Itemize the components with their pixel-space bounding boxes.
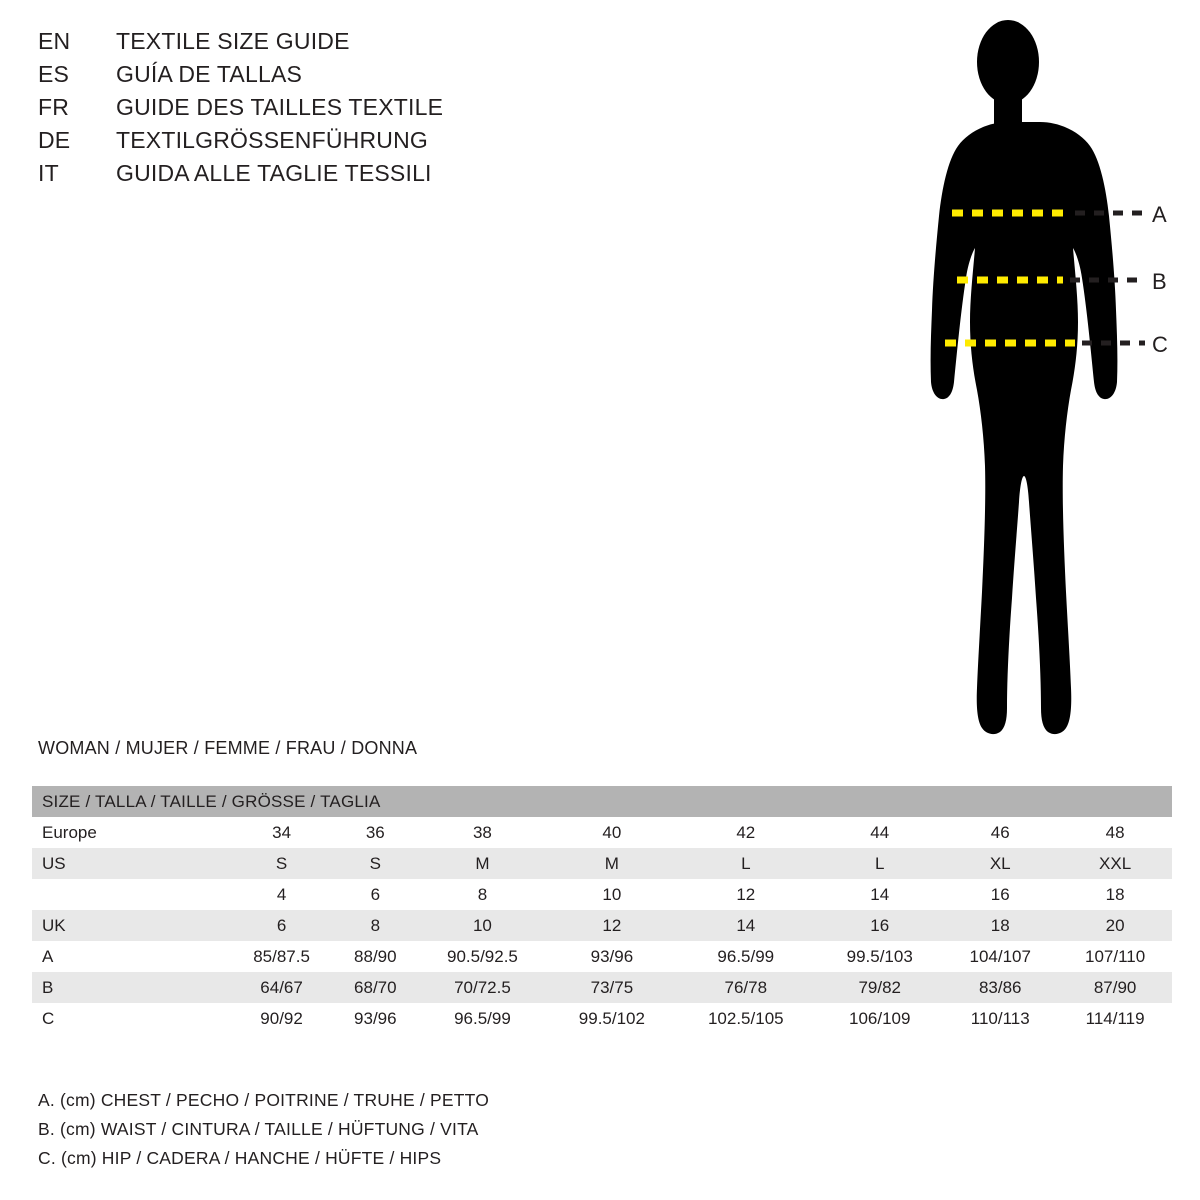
table-cell: 93/96 [335, 1003, 415, 1034]
table-cell: M [415, 848, 549, 879]
table-cell: 44 [817, 817, 942, 848]
language-code-it: IT [38, 160, 59, 186]
table-cell: S [228, 848, 335, 879]
footnotes [38, 1090, 489, 1177]
table-cell: L [817, 848, 942, 879]
footnote-chest: A. (cm) CHEST / PECHO / POITRINE / TRUHE / PETTO [38, 1090, 490, 1110]
table-cell: 36 [335, 817, 415, 848]
table-row [32, 1003, 1172, 1034]
table-cell: XXL [1058, 848, 1172, 879]
table-cell: 68/70 [335, 972, 415, 1003]
table-cell: 96.5/99 [415, 1003, 549, 1034]
table-cell: 106/109 [817, 1003, 942, 1034]
body-measurement-figure [860, 10, 1190, 750]
row-label: C [32, 1003, 228, 1034]
table-cell: 4 [228, 879, 335, 910]
footnote-hip: C. (cm) HIP / CADERA / HANCHE / HÜFTE / HIPS [38, 1148, 442, 1168]
title-text-it: GUIDA ALLE TAGLIE TESSILI [116, 160, 432, 186]
table-cell: 73/75 [549, 972, 674, 1003]
table-cell: 10 [415, 910, 549, 941]
title-row-it [38, 160, 598, 193]
table-cell: L [674, 848, 817, 879]
table-cell: 87/90 [1058, 972, 1172, 1003]
table-cell: 114/119 [1058, 1003, 1172, 1034]
table-cell: 102.5/105 [674, 1003, 817, 1034]
table-row [32, 879, 1172, 910]
table-cell: 10 [549, 879, 674, 910]
table-cell: 99.5/102 [549, 1003, 674, 1034]
table-cell: 48 [1058, 817, 1172, 848]
table-cell: 34 [228, 817, 335, 848]
language-code-es: ES [38, 61, 70, 87]
table-cell: 42 [674, 817, 817, 848]
title-row-en [38, 28, 598, 61]
table-cell: 12 [674, 879, 817, 910]
row-label: A [32, 941, 228, 972]
table-cell: 40 [549, 817, 674, 848]
title-text-en: TEXTILE SIZE GUIDE [116, 28, 350, 54]
size-chart-table [32, 786, 1172, 1034]
measure-label-b: B [1152, 269, 1167, 294]
row-label: UK [32, 910, 228, 941]
language-code-de: DE [38, 127, 71, 153]
table-cell: 110/113 [942, 1003, 1058, 1034]
table-cell: 38 [415, 817, 549, 848]
table-cell: 14 [674, 910, 817, 941]
measure-label-c: C [1152, 332, 1168, 357]
table-cell: 83/86 [942, 972, 1058, 1003]
table-cell: 18 [942, 910, 1058, 941]
table-header-row [32, 786, 1172, 817]
table-cell: 6 [335, 879, 415, 910]
table-header-cell: SIZE / TALLA / TAILLE / GRÖSSE / TAGLIA [32, 786, 1172, 817]
table-cell: 46 [942, 817, 1058, 848]
table-cell: 99.5/103 [817, 941, 942, 972]
language-code-fr: FR [38, 94, 70, 120]
table-cell: 6 [228, 910, 335, 941]
table-cell: 88/90 [335, 941, 415, 972]
language-code-en: EN [38, 28, 71, 54]
title-row-es [38, 61, 598, 94]
table-cell: 76/78 [674, 972, 817, 1003]
table-row [32, 972, 1172, 1003]
table-row [32, 941, 1172, 972]
table-cell: 107/110 [1058, 941, 1172, 972]
table-cell: M [549, 848, 674, 879]
table-cell: 79/82 [817, 972, 942, 1003]
table-cell: S [335, 848, 415, 879]
table-row [32, 817, 1172, 848]
table-cell: 93/96 [549, 941, 674, 972]
section-label-woman: WOMAN / MUJER / FEMME / FRAU / DONNA [38, 738, 418, 758]
table-cell: 96.5/99 [674, 941, 817, 972]
table-row [32, 848, 1172, 879]
table-cell: 18 [1058, 879, 1172, 910]
table-cell: 64/67 [228, 972, 335, 1003]
table-cell: XL [942, 848, 1058, 879]
title-block [38, 28, 598, 193]
table-cell: 70/72.5 [415, 972, 549, 1003]
row-label [32, 879, 228, 910]
table-cell: 16 [942, 879, 1058, 910]
table-cell: 8 [415, 879, 549, 910]
measure-label-a: A [1152, 202, 1167, 227]
footnote-waist: B. (cm) WAIST / CINTURA / TAILLE / HÜFTUNG / VITA [38, 1119, 479, 1139]
table-cell: 12 [549, 910, 674, 941]
table-row [32, 910, 1172, 941]
table-cell: 20 [1058, 910, 1172, 941]
title-row-fr [38, 94, 598, 127]
row-label: B [32, 972, 228, 1003]
title-text-fr: GUIDE DES TAILLES TEXTILE [116, 94, 444, 120]
row-label: US [32, 848, 228, 879]
table-cell: 90.5/92.5 [415, 941, 549, 972]
title-row-de [38, 127, 598, 160]
table-cell: 104/107 [942, 941, 1058, 972]
title-text-es: GUÍA DE TALLAS [116, 61, 303, 87]
table-cell: 8 [335, 910, 415, 941]
table-cell: 14 [817, 879, 942, 910]
table-cell: 16 [817, 910, 942, 941]
title-text-de: TEXTILGRÖSSENFÜHRUNG [116, 127, 428, 153]
row-label: Europe [32, 817, 228, 848]
table-cell: 90/92 [228, 1003, 335, 1034]
table-cell: 85/87.5 [228, 941, 335, 972]
female-silhouette-icon [860, 10, 1190, 750]
